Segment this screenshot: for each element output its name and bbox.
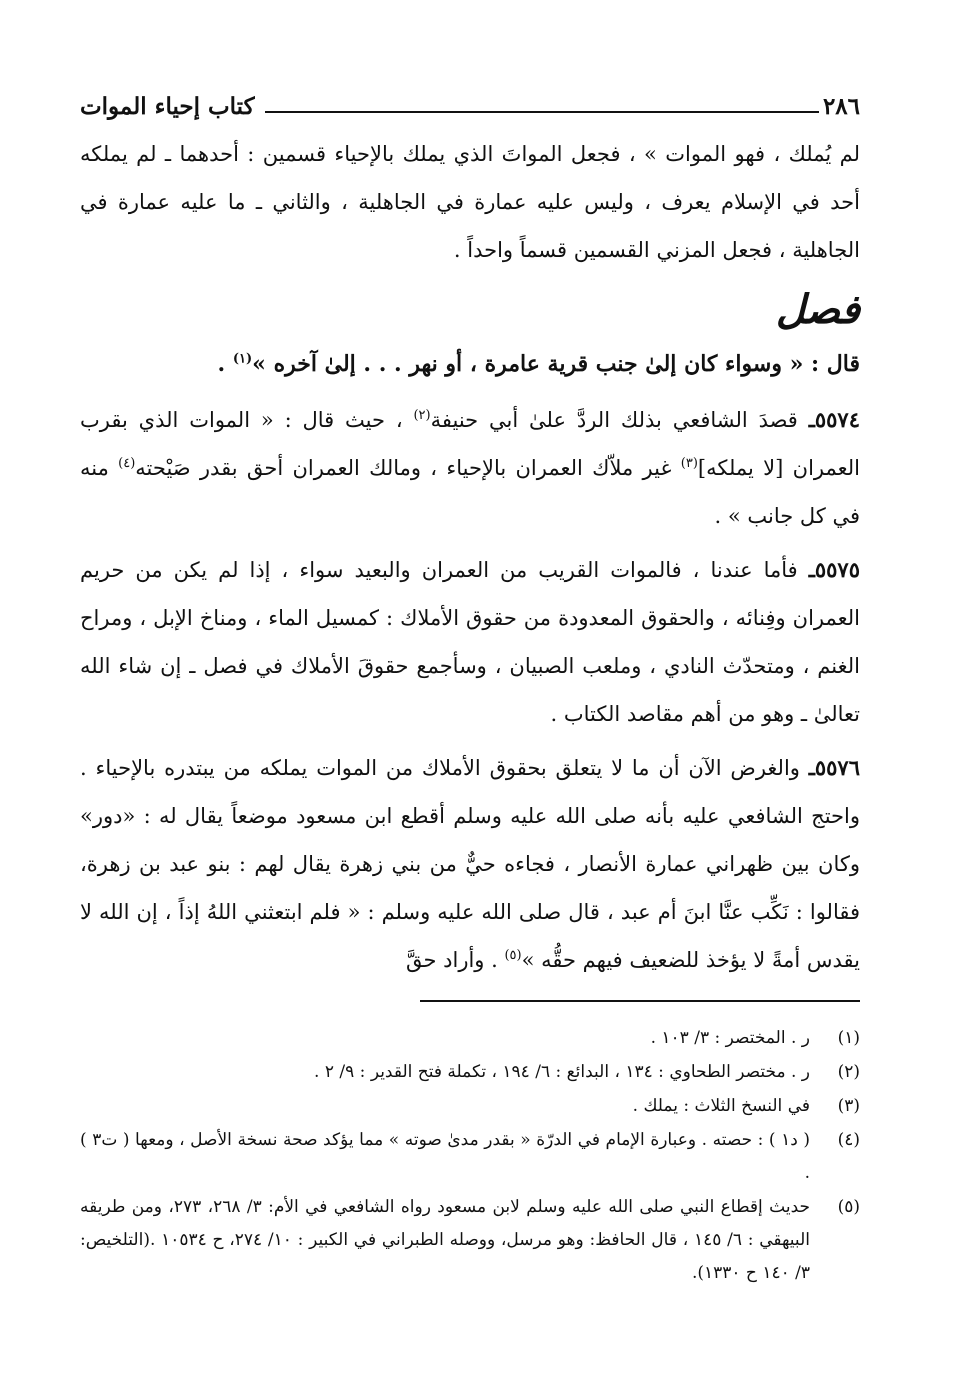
footnote-text: ( د١ ) : حصته . وعبارة الإمام في الدرّة « بقدر مدىٰ صوته » مما يؤكد صحة نسخة الأصل ، ومعها ( ت٣ ) . [80,1130,811,1183]
footnote-2 [80,1056,860,1089]
intro-paragraph: لم يُملك ، فهو الموات » ، فجعل المواتَ الذي يملك بالإحياء قسمين : أحدهما ـ لم يملكه أحد في الإسلام يعرف ، وليس عليه عمارة في الجاهلية ، والثاني ـ ما عليه عمارة في الجاهلية ، فجعل المزني القسمين قسماً واحداً . [80,142,860,262]
paragraph-5575-text: فأما عندنا ، فالموات القريب من العمران والبعيد سواء ، إذا لم يكن من حريم العمران وفِنائه ، والحقوق المعدودة من حقوق الأملاك : كمسيل الماء ، ومناخ الإبل ، ومراح الغنم ، ومتحدّث النادي ، وملعب الصبيان ، وسأجمع حقوقَ الأملاك في فصل ـ إن شاء الله تعالىٰ ـ وهو من أهم مقاصد الكتاب . [80,558,860,726]
footnote-4 [80,1124,860,1190]
footnote-number: (٥) [837,1197,860,1217]
footnote-ref-1: (١) [232,351,253,367]
footnote-ref-4: (٤) [118,456,136,471]
footnote-text: حديث إقطاع النبي صلى الله عليه وسلم لابن مسعود رواه الشافعي في الأم: ٣/ ٢٦٨، ٢٧٣، ومن طريقه البيهقي : ٦/ ١٤٥ ، قال الحافظ: وهو مرسل، ووصله الطبراني في الكبير : ١٠/ ٢٧٤، ح ١٠٥٣٤ .(التلخيص: ٣/ ١٤٠ ح ١٣٣٠). [80,1197,810,1283]
footnote-number: (١) [837,1028,860,1048]
footnote-1 [80,1022,860,1055]
footnote-text: ر . مختصر الطحاوي : ١٣٤ ، البدائع : ٦/ ١٩٤ ، تكملة فتح القدير : ٩/ ٢ . [314,1062,810,1082]
book-title: كتاب إحياء الموات [80,93,255,120]
footnote-number: (٤) [837,1130,860,1150]
paragraph-number-5575: ٥٥٧٥ـ [808,557,860,582]
quote-line: قال : « وسواء كان إلىٰ جنب قرية عامرة ، أو نهر . . . إلىٰ آخره »$^{(١)}$ . [217,351,860,377]
footnote-number: (٣) [837,1096,860,1116]
header-rule [265,110,819,113]
page-number: ٢٨٦ [822,93,860,120]
footnote-ref-2: (٢) [413,408,431,423]
footnote-5 [80,1191,860,1290]
footnote-ref-5: (٥) [504,948,522,963]
quote-text: قال : « وسواء كان إلىٰ جنب قرية عامرة ، أو نهر . . . إلىٰ آخره » [252,351,860,377]
paragraph-5574-part-c: غير ملاّك العمران بالإحياء ، ومالك العمران أحق بقدر صَيْحته [135,456,681,480]
paragraph-5576-part-b: . وأراد حقَّ [405,948,505,972]
section-heading: فصل [775,286,860,333]
footnote-text: ر . المختصر : ٣/ ١٠٣ . [650,1028,810,1048]
paragraph-5574 [80,396,860,540]
footnote-ref-3: (٣) [680,456,698,471]
footnote-3 [80,1090,860,1123]
main-text [80,130,860,990]
paragraph-5576 [80,744,860,984]
footnote-number: (٢) [837,1062,860,1082]
footnote-separator [420,1000,860,1002]
paragraph-number-5574: ٥٥٧٤ـ [808,407,860,432]
paragraph-5576-part-a: والغرض الآن أن ما لا يتعلق بحقوق الأملاك من الموات يملكه من يبتدره بالإحياء . واحتج الشافعي عليه بأنه صلى الله عليه وسلم أقطع ابن مسعود موضعاً يقال له : «دور» وكان بين ظهراني عمارة الأنصار ، فجاءه حيٌّ من بني زهرة يقال لهم : بنو عبد بن زهرة، فقالوا : نَكِّب عنَّا ابنَ أم عبد ، قال صلى الله عليه وسلم : « فلم ابتعثني اللهُ إذاً ، إن الله لا يقدس أمةً لا يؤخذ للضعيف فيهم حقُّه » [80,756,860,972]
paragraph-number-5576: ٥٥٧٦ـ [808,755,860,780]
footnote-text: في النسخ الثلاث : يملك . [632,1096,810,1116]
paragraph-5574-part-a: قصدَ الشافعي بذلك الردَّ علىٰ أبي حنيفة [430,408,809,432]
page-header [80,80,860,120]
paragraph-5574-part-d: منه في كل جانب » . [80,456,860,528]
paragraph-5575 [80,546,860,738]
footnotes [80,1022,860,1291]
paragraph-5574-part-b: ، حيث قال : « الموات الذي بقرب العمران [لا يملكه] [80,408,860,480]
